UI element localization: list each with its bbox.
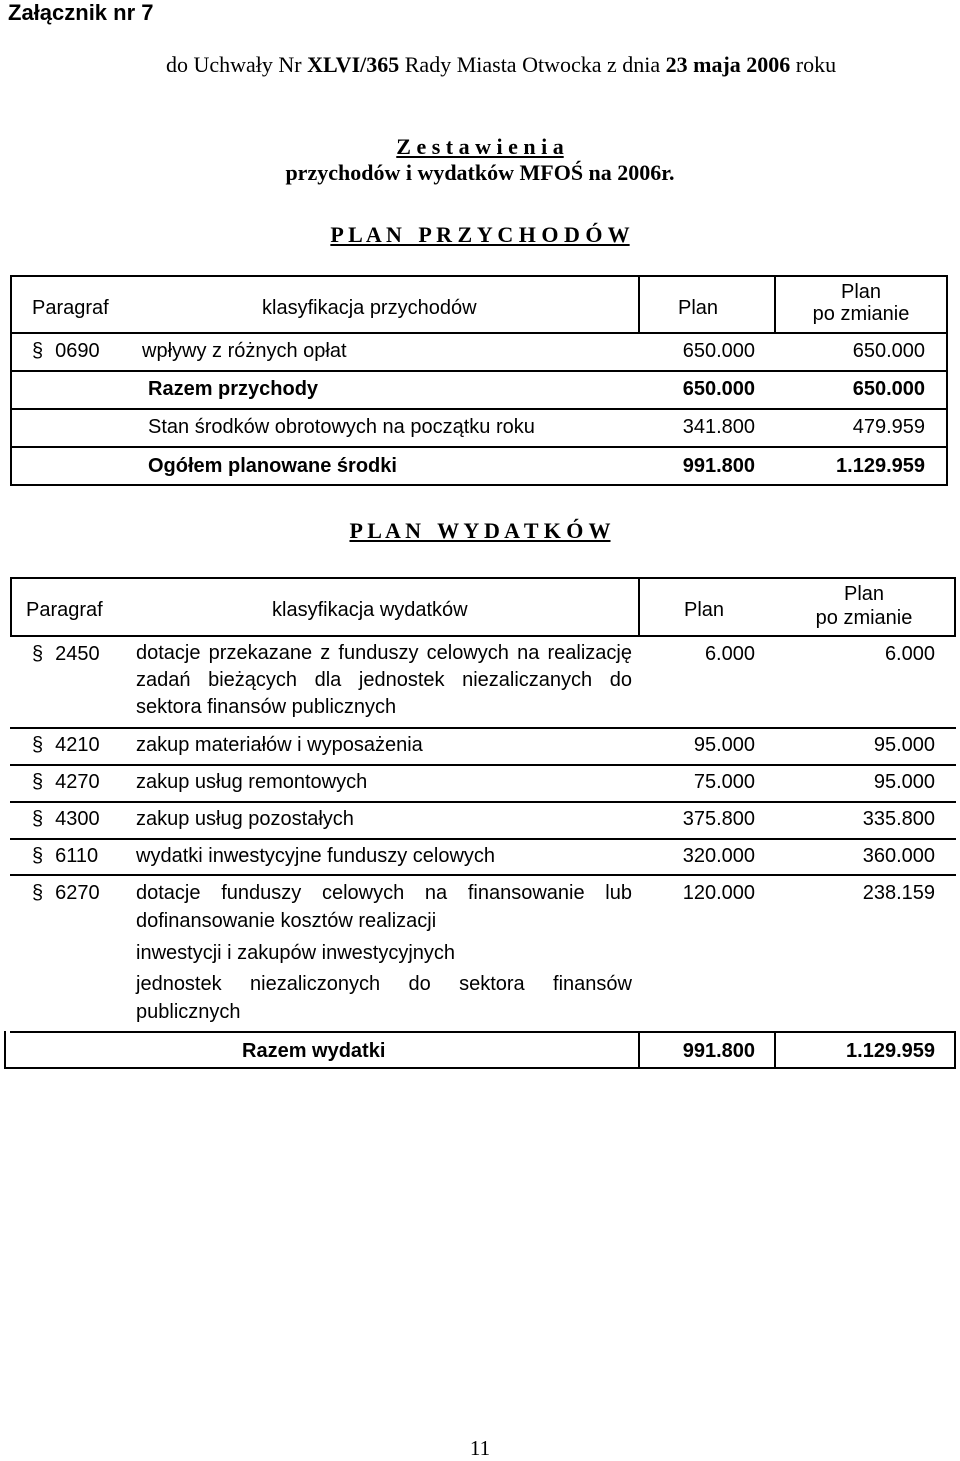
expense-row-after: 238.159 bbox=[862, 882, 935, 904]
document-title: Z e s t a w i e n i a bbox=[396, 134, 564, 159]
opening-balance-after: 479.959 bbox=[852, 416, 925, 438]
resolution-line: do Uchwały Nr XLVI/365 Rady Miasta Otwocka z dnia 23 maja 2006 roku bbox=[166, 52, 837, 77]
divider bbox=[10, 577, 12, 635]
expense-row-paragraf: § 4300 bbox=[32, 805, 100, 833]
divider bbox=[10, 446, 948, 448]
expense-row-plan: 75.000 bbox=[693, 771, 755, 793]
expense-row-paragraf: § 4270 bbox=[32, 768, 100, 796]
divider bbox=[638, 577, 640, 635]
header-plan: Plan bbox=[684, 599, 725, 621]
header-plan-after: Plan po zmianie bbox=[815, 583, 913, 629]
header-paragraf: Paragraf bbox=[32, 297, 109, 319]
expense-row-after: 95.000 bbox=[873, 734, 935, 756]
expenses-total-after: 1.129.959 bbox=[846, 1040, 935, 1062]
expense-row-paragraf: § 6110 bbox=[32, 842, 98, 870]
divider bbox=[10, 801, 956, 803]
divider bbox=[4, 1067, 956, 1069]
expenses-total-plan: 991.800 bbox=[682, 1040, 755, 1062]
expense-row-name-cont: jednostek niezaliczonych do sektora finansów publicznych bbox=[136, 973, 632, 1023]
divider bbox=[10, 764, 956, 766]
grand-total-plan: 991.800 bbox=[682, 455, 755, 477]
grand-total-after: 1.129.959 bbox=[836, 455, 925, 477]
expense-row-name: zakup usług pozostałych bbox=[136, 808, 354, 830]
divider bbox=[10, 1031, 956, 1033]
divider bbox=[10, 332, 948, 334]
divider bbox=[774, 1031, 776, 1069]
header-klasyfikacja: klasyfikacja wydatków bbox=[272, 599, 468, 621]
expense-row-plan: 320.000 bbox=[682, 845, 755, 867]
expense-row-name: wydatki inwestycyjne funduszy celowych bbox=[136, 845, 496, 867]
expenses-section-title: P L A N W Y D A T K Ó W bbox=[349, 518, 611, 543]
divider bbox=[954, 577, 956, 635]
header-paragraf: Paragraf bbox=[26, 599, 103, 621]
income-total-after: 650.000 bbox=[852, 378, 925, 400]
divider bbox=[10, 370, 948, 372]
header-plan: Plan bbox=[678, 297, 719, 319]
expense-row-after: 360.000 bbox=[862, 845, 935, 867]
expense-row-after: 6.000 bbox=[884, 643, 935, 665]
income-section-title: P L A N P R Z Y C H O D Ó W bbox=[330, 222, 630, 247]
expense-row-name: dotacje przekazane z funduszy celowych na realizację zadań bieżących dla jednostek niezaliczanych do sektora finansów publicznych bbox=[136, 642, 632, 718]
attachment-label: Załącznik nr 7 bbox=[8, 0, 154, 25]
expense-row-plan: 95.000 bbox=[693, 734, 755, 756]
divider bbox=[638, 275, 640, 332]
income-total-plan: 650.000 bbox=[682, 378, 755, 400]
divider bbox=[10, 727, 956, 729]
divider bbox=[10, 577, 956, 579]
grand-total-name: Ogółem planowane środki bbox=[148, 455, 397, 477]
document-subtitle: przychodów i wydatków MFOŚ na 2006r. bbox=[285, 160, 675, 185]
divider bbox=[10, 874, 956, 876]
header-plan-after: Plan po zmianie bbox=[812, 281, 910, 325]
divider bbox=[10, 838, 956, 840]
expense-row-paragraf: § 6270 bbox=[32, 879, 100, 907]
opening-balance-plan: 341.800 bbox=[682, 416, 755, 438]
opening-balance-name: Stan środków obrotowych na początku roku bbox=[148, 416, 535, 438]
expense-row-name: zakup materiałów i wyposażenia bbox=[136, 734, 423, 756]
income-total-name: Razem przychody bbox=[148, 378, 319, 400]
divider bbox=[4, 1031, 6, 1069]
divider bbox=[10, 635, 956, 637]
expense-row-after: 335.800 bbox=[862, 808, 935, 830]
expense-row-name: zakup usług remontowych bbox=[136, 771, 368, 793]
income-row-plan: 650.000 bbox=[682, 340, 755, 362]
income-row-name: wpływy z różnych opłat bbox=[142, 340, 347, 362]
expense-row-plan: 120.000 bbox=[682, 882, 755, 904]
divider bbox=[10, 408, 948, 410]
expense-row-plan: 6.000 bbox=[704, 643, 755, 665]
page-number: 11 bbox=[469, 1436, 491, 1460]
income-row-after: 650.000 bbox=[852, 340, 925, 362]
expense-row-name-cont: inwestycji i zakupów inwestycyjnych bbox=[136, 942, 456, 964]
header-klasyfikacja: klasyfikacja przychodów bbox=[262, 297, 477, 319]
expense-row-paragraf: § 2450 bbox=[32, 640, 100, 668]
income-row-paragraf: § 0690 bbox=[32, 337, 100, 365]
expense-row-after: 95.000 bbox=[873, 771, 935, 793]
expense-row-plan: 375.800 bbox=[682, 808, 755, 830]
divider bbox=[954, 1031, 956, 1069]
expense-row-paragraf: § 4210 bbox=[32, 731, 100, 759]
expense-row-name: dotacje funduszy celowych na finansowanie lub dofinansowanie kosztów realizacji bbox=[136, 882, 632, 932]
expenses-total-name: Razem wydatki bbox=[242, 1040, 386, 1062]
